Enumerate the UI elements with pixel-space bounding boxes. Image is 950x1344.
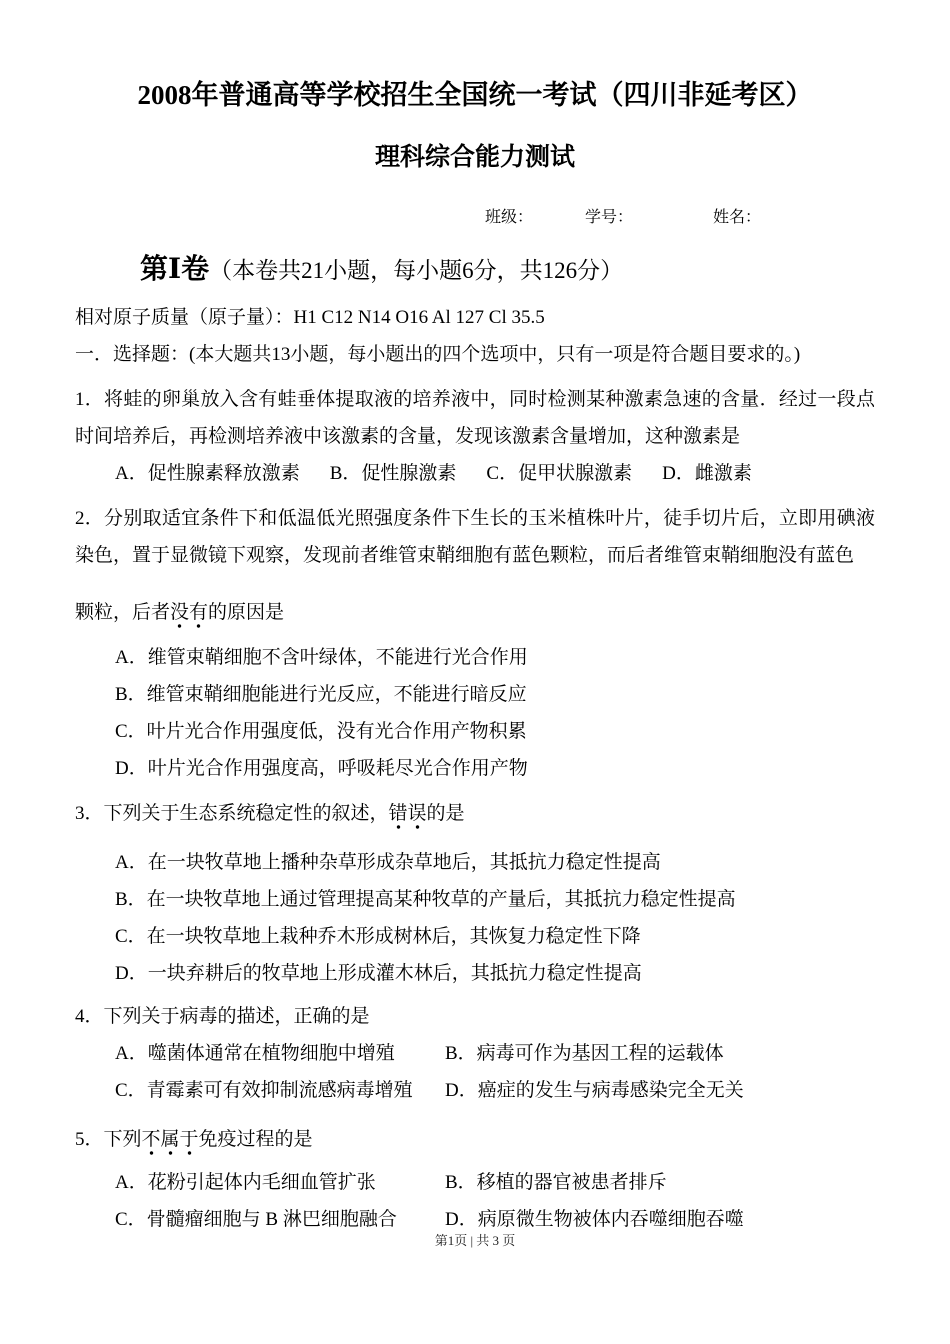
question-5-option-c: C．骨髓瘤细胞与 B 淋巴细胞融合 (115, 1209, 397, 1230)
exam-subtitle: 理科综合能力测试 (374, 144, 575, 171)
question-2-option-c: C．叶片光合作用强度低，没有光合作用产物积累 (115, 721, 527, 742)
question-3-stem-post: 的是 (426, 803, 465, 824)
question-4-options-row-1 (115, 1035, 875, 1072)
question-5-stem (75, 1121, 875, 1158)
exam-title: 2008年普通高等学校招生全国统一考试（四川非延考区） (137, 80, 813, 110)
question-2-stem: 2．分别取适宜条件下和低温低光照强度条件下生长的玉米植株叶片，徒手切片后，立即用碘液染色，置于显微镜下观察，发现前者维管束鞘细胞有蓝色颗粒，而后者维管束鞘细胞没有蓝色 (75, 508, 875, 566)
question-5-stem-post: 免疫过程的是 (198, 1129, 313, 1150)
question-4-options (75, 1035, 875, 1109)
section-1-heading (75, 252, 875, 291)
question-3-option-d: D．一块弃耕后的牧草地上形成灌木林后，其抵抗力稳定性提高 (115, 963, 642, 984)
question-3 (75, 795, 875, 992)
question-3-options (75, 844, 875, 992)
question-5-options (75, 1164, 875, 1238)
question-5-option-b: B．移植的器官被患者排斥 (445, 1172, 667, 1193)
question-2-option-d: D．叶片光合作用强度高，呼吸耗尽光合作用产物 (115, 758, 528, 779)
question-1-stem: 1．将蛙的卵巢放入含有蛙垂体提取液的培养液中，同时检测某种激素急速的含量．经过一段点时间培养后，再检测培养液中该激素的含量，发现该激素含量增加，这种激素是 (75, 389, 875, 447)
question-1-option-b: B．促性腺激素 (329, 463, 457, 484)
question-3-stem-emphasis: 错误 (389, 803, 427, 829)
question-2-stem-continued (75, 594, 875, 631)
volume-detail: （本卷共21小题，每小题6分，共126分） (209, 258, 624, 283)
question-1-option-d: D．雌激素 (662, 463, 752, 484)
question-3-stem-pre: 3．下列关于生态系统稳定性的叙述， (75, 803, 389, 824)
question-4-option-b: B．病毒可作为基因工程的运载体 (445, 1043, 724, 1064)
question-5 (75, 1121, 875, 1238)
question-4 (75, 998, 875, 1109)
choice-section-instruction: 一．选择题：(本大题共13小题，每小题出的四个选项中，只有一项是符合题目要求的。) (75, 344, 801, 365)
question-1-option-a: A．促性腺素释放激素 (115, 463, 300, 484)
student-id-field-label: 学号： (585, 209, 634, 226)
question-3-option-c: C．在一块牧草地上栽种乔木形成树林后，其恢复力稳定性下降 (115, 926, 641, 947)
question-5-stem-emphasis: 不属于 (142, 1129, 199, 1155)
question-2 (75, 500, 875, 787)
question-1-options (75, 455, 875, 492)
question-2-stem-pre: 颗粒，后者 (75, 602, 171, 623)
page-footer (0, 1232, 950, 1250)
atomic-mass-line: 相对原子质量（原子量）：H1 C12 N14 O16 Al 127 Cl 35.5 (75, 307, 545, 328)
question-2-stem-emphasis: 没有 (170, 602, 208, 628)
question-3-stem (75, 795, 875, 832)
question-2-stem-post: 的原因是 (208, 602, 285, 623)
question-3-option-b: B．在一块牧草地上通过管理提高某种牧草的产量后，其抵抗力稳定性提高 (115, 889, 736, 910)
question-2-option-b: B．维管束鞘细胞能进行光反应，不能进行暗反应 (115, 684, 527, 705)
class-field-label: 班级： (485, 209, 534, 226)
question-1-option-c: C．促甲状腺激素 (486, 463, 633, 484)
page-number-text: 第1页 | 共 3 页 (434, 1233, 516, 1248)
question-5-option-a: A．花粉引起体内毛细血管扩张 (115, 1172, 376, 1193)
name-field-label: 姓名： (713, 209, 762, 226)
question-4-option-d: D．癌症的发生与病毒感染完全无关 (445, 1080, 744, 1101)
question-2-options (75, 639, 875, 787)
question-2-option-a: A．维管束鞘细胞不含叶绿体，不能进行光合作用 (115, 647, 528, 668)
question-5-stem-pre: 5．下列 (75, 1129, 142, 1150)
question-4-options-row-2 (115, 1072, 875, 1109)
question-3-option-a: A．在一块牧草地上播种杂草形成杂草地后，其抵抗力稳定性提高 (115, 852, 661, 873)
student-info-row (75, 206, 875, 230)
volume-label: 第Ⅰ卷 (140, 254, 210, 285)
question-4-stem: 4．下列关于病毒的描述，正确的是 (75, 1006, 370, 1027)
question-1 (75, 381, 875, 492)
question-4-option-a: A．噬菌体通常在植物细胞中增殖 (115, 1043, 395, 1064)
question-5-options-row-1 (115, 1164, 875, 1201)
question-4-option-c: C．青霉素可有效抑制流感病毒增殖 (115, 1080, 413, 1101)
question-5-option-d: D．病原微生物被体内吞噬细胞吞噬 (445, 1209, 744, 1230)
